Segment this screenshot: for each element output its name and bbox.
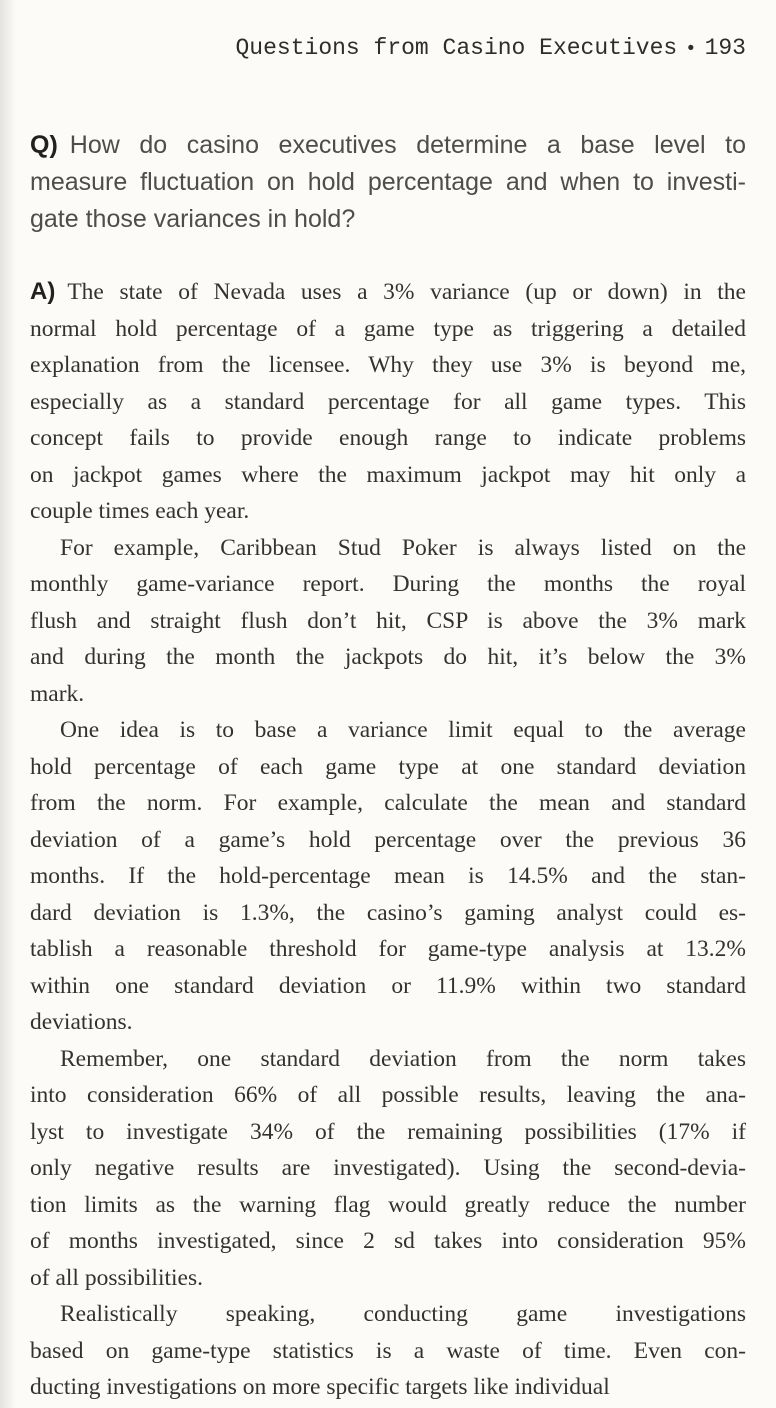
- text-line: dard deviation is 1.3%, the casino’s gaming analyst could es-: [30, 899, 746, 926]
- bullet-separator: •: [685, 38, 697, 60]
- text-line: Remember, one standard deviation from the norm takes: [60, 1045, 746, 1072]
- answer-paragraph: [30, 530, 746, 713]
- text-line: measure fluctuation on hold percentage and when to investi-: [30, 168, 746, 196]
- text-line: only negative results are investigated). Using the second-devia-: [30, 1155, 746, 1181]
- text-line: deviation of a game’s hold percentage over the previous 36: [30, 826, 746, 853]
- text-line: based on game-type statistics is a waste of time. Even con-: [30, 1337, 746, 1364]
- text-line: Q) How do casino executives determine a base level to: [30, 131, 746, 159]
- text-line: of months investigated, since 2 sd takes into consideration 95%: [30, 1228, 746, 1254]
- text-line: especially as a standard percentage for all game types. This: [30, 388, 746, 415]
- text-line: explanation from the licensee. Why they use 3% is beyond me,: [30, 352, 746, 378]
- page-number: 193: [704, 35, 746, 61]
- running-head: [30, 32, 746, 65]
- text-line: of all possibilities.: [30, 1264, 203, 1291]
- text-line: normal hold percentage of a game type as triggering a detailed: [30, 315, 746, 342]
- text-line: tion limits as the warning flag would greatly reduce the number: [30, 1191, 746, 1218]
- text-line: One idea is to base a variance limit equal to the average: [60, 717, 746, 743]
- text-line: from the norm. For example, calculate the mean and standard: [30, 790, 746, 816]
- text-line: deviations.: [30, 1009, 133, 1035]
- answer-paragraph: [30, 712, 746, 1041]
- text-line: gate those variances in hold?: [30, 205, 356, 233]
- text-line: into consideration 66% of all possible results, leaving the ana-: [30, 1082, 746, 1108]
- answer-paragraph: [30, 1041, 746, 1297]
- text-line: ducting investigations on more specific targets like individual: [30, 1374, 610, 1400]
- answer-label: A): [30, 278, 56, 305]
- text-line: within one standard deviation or 11.9% within two standard: [30, 972, 746, 999]
- text-line: For example, Caribbean Stud Poker is always listed on the: [60, 534, 746, 561]
- text-line: hold percentage of each game type at one standard deviation: [30, 753, 746, 780]
- question-label: Q): [30, 131, 58, 159]
- answer-paragraph: [30, 1296, 746, 1406]
- text-line: months. If the hold-percentage mean is 14.5% and the stan-: [30, 863, 746, 889]
- question-block: [30, 127, 746, 238]
- text-line: concept fails to provide enough range to indicate problems: [30, 425, 746, 451]
- answer-block: [30, 274, 746, 1406]
- text-line: Realistically speaking, conducting game investigations: [60, 1301, 746, 1327]
- text-line: on jackpot games where the maximum jackpot may hit only a: [30, 461, 746, 488]
- text-line: monthly game-variance report. During the months the royal: [30, 571, 746, 597]
- text-line: flush and straight flush don’t hit, CSP is above the 3% mark: [30, 607, 746, 634]
- text-line: and during the month the jackpots do hit, it’s below the 3%: [30, 644, 746, 670]
- text-line: couple times each year.: [30, 498, 250, 524]
- text-line: mark.: [30, 680, 85, 707]
- running-head-title: Questions from Casino Executives: [235, 35, 678, 61]
- text-line: A) The state of Nevada uses a 3% variance (up or down) in the: [30, 278, 746, 305]
- answer-paragraph: [30, 274, 746, 530]
- text-line: tablish a reasonable threshold for game-type analysis at 13.2%: [30, 936, 746, 962]
- text-line: lyst to investigate 34% of the remaining possibilities (17% if: [30, 1118, 746, 1145]
